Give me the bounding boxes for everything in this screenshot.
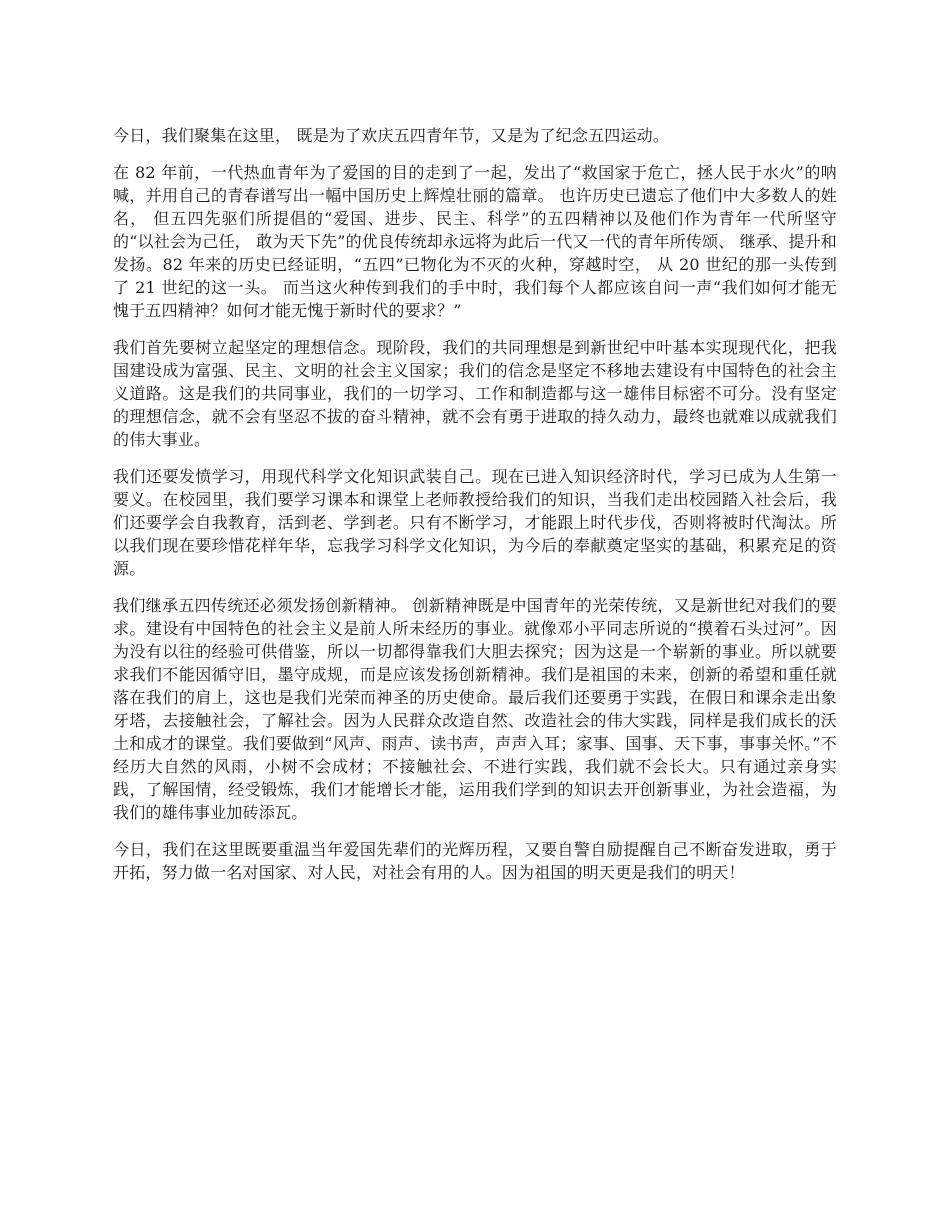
paragraph-ideals: 我们首先要树立起坚定的理想信念。现阶段，我们的共同理想是到新世纪中叶基本实现现代化，把我国建设成为富强、民主、文明的社会主义国家；我们的信念是坚定不移地去建设有中国特色的社会主义道路。这是我们的共同事业，我们的一切学习、工作和制造都与这一雄伟目标密不可分。没有坚定的理想信念，就不会有坚忍不拔的奋斗精神，就不会有勇于进取的持久动力，最终也就难以成就我们的伟大事业。 bbox=[113, 338, 837, 449]
paragraph-history: 在 82 年前，一代热血青年为了爱国的目的走到了一起，发出了“救国家于危亡，拯人民于水火”的呐喊，并用自己的青春谱写出一幅中国历史上辉煌壮丽的篇章。 也许历史已遗忘了他们中大多数人的姓名， 但五四先驱们所提倡的“爱国、进步、民主、科学”的五四精神以及他们作为青年一代所坚守的“以社会为己任， 敢为天下先”的优良传统却永远将为此后一代又一代的青年所传颂、 继承、提升和发扬。82 年来的历史已经证明，“五四”已物化为不灭的火种，穿越时空， 从 20 世纪的那一头传到了 21 世纪的这一头。 而当这火种传到我们的手中时，我们每个人都应该自问一声“我们如何才能无愧于五四精神？如何才能无愧于新时代的要求？” bbox=[113, 163, 837, 320]
paragraph-innovation: 我们继承五四传统还必须发扬创新精神。 创新精神既是中国青年的光荣传统，又是新世纪对我们的要求。建设有中国特色的社会主义是前人所未经历的事业。就像邓小平同志所说的“摸着石头过河”。因为没有以往的经验可供借鉴，所以一切都得靠我们大胆去探究；因为这是一个崭新的事业。所以就要求我们不能因循守旧，墨守成规，而是应该发扬创新精神。我们是祖国的未来，创新的希望和重任就落在我们的肩上，这也是我们光荣而神圣的历史使命。最后我们还要勇于实践，在假日和课余走出象牙塔，去接触社会，了解社会。因为人民群众改造自然、改造社会的伟大实践，同样是我们成长的沃土和成才的课堂。我们要做到“风声、雨声、读书声，声声入耳；家事、国事、天下事，事事关怀。”不经历大自然的风雨，小树不会成材；不接触社会、不进行实践，我们就不会长大。只有通过亲身实践，了解国情，经受锻炼，我们才能增长才能，运用我们学到的知识去开创新事业，为社会造福，为我们的雄伟事业加砖添瓦。 bbox=[113, 596, 837, 822]
document-body bbox=[113, 124, 837, 898]
paragraph-study: 我们还要发愤学习，用现代科学文化知识武装自己。现在已进入知识经济时代，学习已成为人生第一要义。在校园里，我们要学习课本和课堂上老师教授给我们的知识，当我们走出校园踏入社会后，我们还要学会自我教育，活到老、学到老。只有不断学习，才能跟上时代步伐，否则将被时代淘汰。所以我们现在要珍惜花样年华，忘我学习科学文化知识，为今后的奉献奠定坚实的基础，积累充足的资源。 bbox=[113, 467, 837, 578]
paragraph-opening: 今日，我们聚集在这里， 既是为了欢庆五四青年节，又是为了纪念五四运动。 bbox=[113, 126, 670, 145]
paragraph-closing: 今日，我们在这里既要重温当年爱国先辈们的光辉历程，又要自警自励提醒自己不断奋发进取，勇于开拓，努力做一名对国家、对人民，对社会有用的人。因为祖国的明天更是我们的明天！ bbox=[113, 840, 837, 882]
